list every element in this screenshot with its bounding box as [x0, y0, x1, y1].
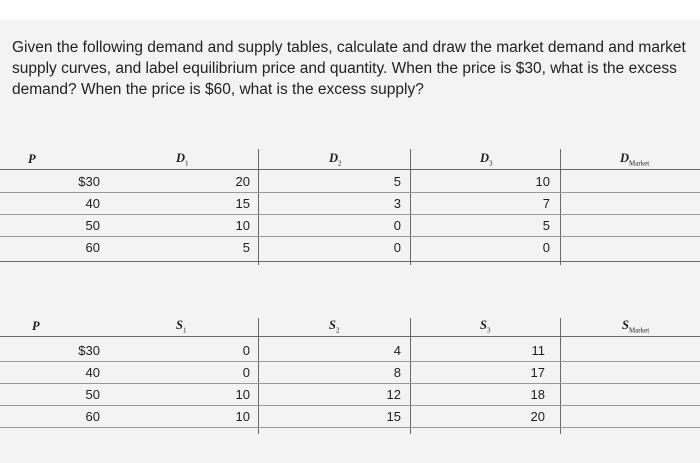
- demand-header-dmarket: $D_{Market}$: [620, 151, 650, 168]
- d1-cell: 20: [235, 174, 250, 189]
- d2-cell: 0: [393, 218, 401, 233]
- s1-cell: 10: [235, 409, 250, 424]
- price-cell: 40: [85, 365, 100, 380]
- supply-header-line: [0, 336, 700, 337]
- supply-row: [0, 406, 700, 428]
- price-cell: $30: [78, 174, 100, 189]
- supply-header-smarket: $S_{Market}$: [622, 318, 650, 335]
- supply-p-label: P: [32, 319, 40, 333]
- demand-header-line: [0, 169, 700, 170]
- question-text: Given the following demand and supply tables, calculate and draw the market demand and market supply curves, and label equilibrium price and quantity. When the price is $30, what is the excess demand? When the price is $60, what is the excess supply?: [12, 39, 686, 98]
- supply-row: [0, 384, 700, 406]
- d1-cell: 10: [235, 218, 250, 233]
- d3-cell: 5: [542, 218, 550, 233]
- supply-row: [0, 362, 700, 384]
- s1-cell: 0: [242, 343, 250, 358]
- supply-header-s3: $S_3$: [480, 318, 491, 335]
- d3-cell: 0: [542, 240, 550, 255]
- d1-cell: 15: [235, 196, 250, 211]
- price-cell: 50: [85, 387, 100, 402]
- price-cell: $30: [78, 343, 100, 358]
- demand-header-d1: $D_1$: [176, 151, 189, 168]
- s1-cell: 0: [242, 365, 250, 380]
- demand-p-label: P: [28, 152, 36, 166]
- supply-row: [0, 340, 700, 362]
- d2-cell: 5: [393, 174, 401, 189]
- demand-row: [0, 237, 700, 259]
- d3-cell: 7: [542, 196, 550, 211]
- d2-cell: 0: [393, 240, 401, 255]
- supply-header-s2: $S_2$: [329, 318, 340, 335]
- demand-header-d3: $D_3$: [480, 151, 493, 168]
- s1-cell: 10: [235, 387, 250, 402]
- demand-row: [0, 171, 700, 193]
- price-cell: 40: [85, 196, 100, 211]
- price-cell: 50: [85, 218, 100, 233]
- demand-row: [0, 215, 700, 237]
- demand-row: [0, 193, 700, 215]
- supply-header-s1: $S_1$: [176, 318, 187, 335]
- price-cell: 60: [85, 240, 100, 255]
- demand-table: [0, 145, 700, 270]
- demand-header-d2: $D_2$: [329, 151, 342, 168]
- s3-cell: 20: [530, 409, 545, 424]
- price-cell: 60: [85, 409, 100, 424]
- s3-cell: 17: [530, 365, 545, 380]
- s2-cell: 15: [386, 409, 401, 424]
- d1-cell: 5: [242, 240, 250, 255]
- s3-cell: 11: [531, 343, 545, 358]
- s3-cell: 18: [530, 387, 545, 402]
- d3-cell: 10: [535, 174, 550, 189]
- supply-table: [0, 314, 700, 439]
- s2-cell: 4: [393, 343, 401, 358]
- d2-cell: 3: [393, 196, 401, 211]
- s2-cell: 12: [386, 387, 401, 402]
- top-strip: [0, 0, 700, 20]
- s2-cell: 8: [393, 365, 401, 380]
